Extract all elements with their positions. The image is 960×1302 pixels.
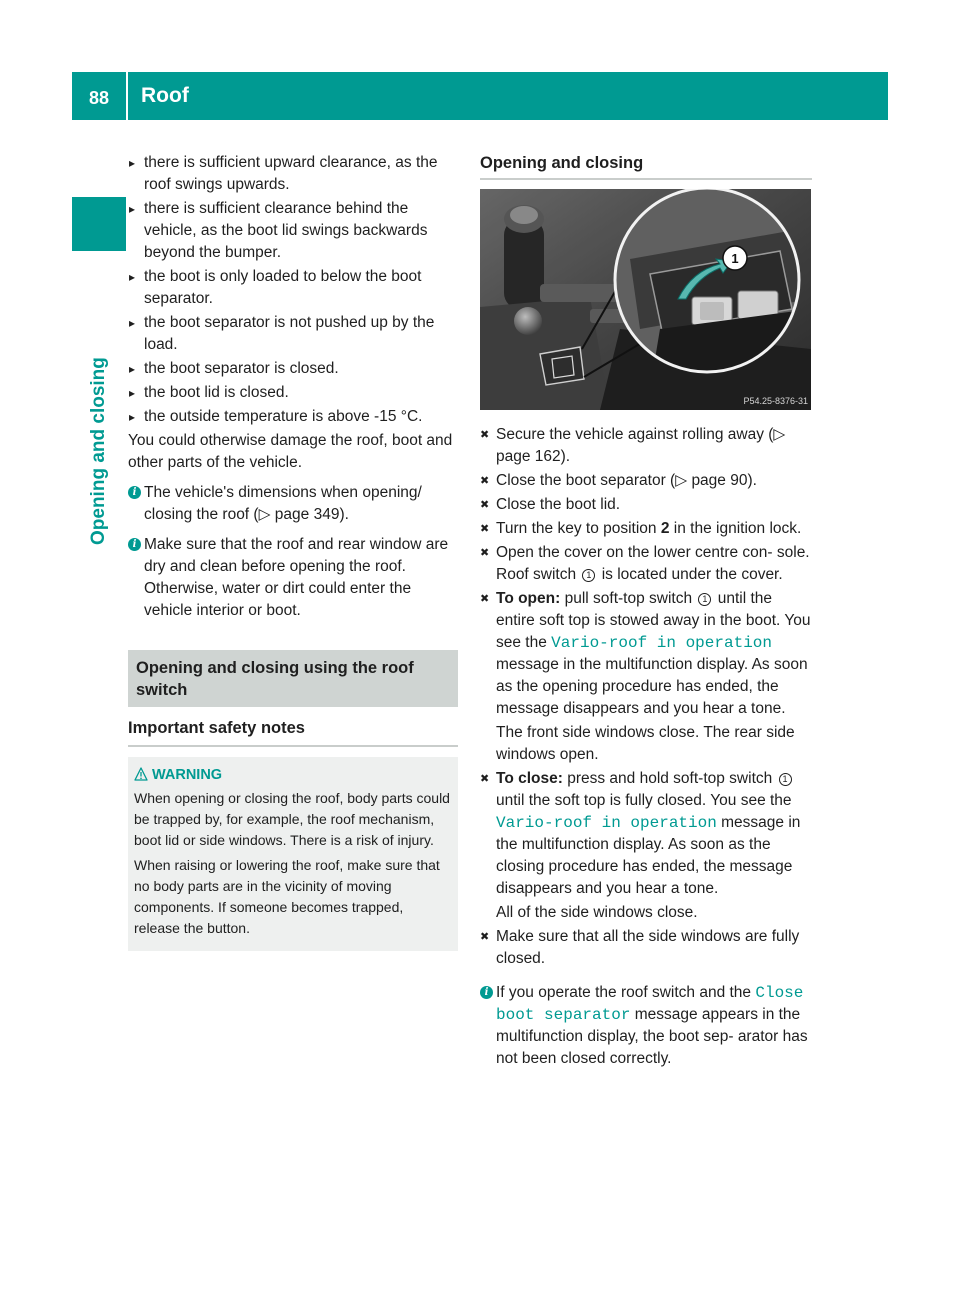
- callout-number: 1: [731, 251, 739, 266]
- info-note: [128, 482, 458, 526]
- warning-text: When opening or closing the roof, body parts could be trapped by, for example, the roof mechanism, boot lid or side windows. There is a risk of injury.: [134, 790, 450, 848]
- warning-text: When raising or lowering the roof, make sure that no body parts are in the vicinity of moving components. If someone becomes trapped, release the button.: [134, 857, 440, 936]
- callout-1-icon: 1: [698, 593, 711, 606]
- display-message: Vario-roof in operation: [496, 814, 717, 832]
- list-item: ✖ Close the boot separator (▷ page 90).: [480, 470, 812, 492]
- list-item: ▸ there is sufficient clearance behind the vehicle, as the boot lid swings backwards beyond the bumper.: [128, 198, 458, 264]
- info-note: [128, 534, 458, 622]
- page-title: Roof: [141, 84, 189, 107]
- list-item: ✖ To open: pull soft-top switch 1 until the entire soft top is stowed away in the boot. You see the Vario-roof in operation message in the multifunction display. As soon as the opening procedure has ended, the message disappears and you hear a tone. The front side windows close. The rear side windows open.: [480, 588, 812, 766]
- subheading: Important safety notes: [128, 717, 458, 747]
- display-message: Close boot separator: [496, 984, 804, 1024]
- left-column: [128, 152, 458, 951]
- roof-switch-figure: [480, 189, 811, 410]
- callout-1-icon: 1: [582, 569, 595, 582]
- list-item: ✖ Close the boot lid.: [480, 494, 812, 516]
- body-paragraph: You could otherwise damage the roof, boot and other parts of the vehicle.: [128, 432, 453, 471]
- header-divider: [126, 72, 128, 120]
- page-number: 88: [88, 88, 110, 108]
- info-icon: i: [128, 538, 141, 551]
- warning-box: [128, 757, 458, 951]
- right-column: [480, 152, 812, 1078]
- figure-code: P54.25-8376-31: [743, 396, 808, 406]
- list-item: ▸ the outside temperature is above -15 °C.: [128, 406, 458, 428]
- callout-1-icon: 1: [779, 773, 792, 786]
- info-icon: i: [480, 986, 493, 999]
- info-icon: i: [128, 486, 141, 499]
- list-item: ▸ the boot is only loaded to below the boot separator.: [128, 266, 458, 310]
- section-heading: Opening and closing: [480, 152, 812, 180]
- side-tab-label: Opening and closing: [88, 357, 109, 545]
- list-item: ✖ Open the cover on the lower centre con- sole. Roof switch 1 is located under the cover.: [480, 542, 812, 586]
- list-item: ✖ Secure the vehicle against rolling away (▷ page 162).: [480, 424, 812, 468]
- console-illustration: [480, 189, 811, 410]
- section-title: Opening and closing using the roof switch: [128, 650, 458, 707]
- warning-triangle-icon: [134, 767, 148, 781]
- list-item: ✖ Turn the key to position 2 in the ignition lock.: [480, 518, 812, 540]
- side-tab-block: [72, 197, 126, 251]
- info-note: i If you operate the roof switch and the Close boot separator message appears in the multifunction display, the boot sep- arator has not been closed correctly.: [480, 982, 812, 1070]
- step-list: [480, 424, 812, 970]
- side-tab: [83, 357, 115, 546]
- warning-title: [134, 765, 452, 786]
- list-item: ▸ the boot separator is closed.: [128, 358, 458, 380]
- info-note-text: The vehicle's dimensions when opening/ closing the roof (▷ page 349).: [144, 484, 422, 523]
- header-band: [72, 72, 888, 120]
- warning-label: WARNING: [152, 767, 223, 783]
- list-item: ✖ To close: press and hold soft-top switch 1 until the soft top is fully closed. You see the Vario-roof in operation message in the multifunction display. As soon as the closing procedure has ended, the message disappears and you hear a tone. All of the side windows close.: [480, 768, 812, 924]
- list-item: ▸ the boot separator is not pushed up by the load.: [128, 312, 458, 356]
- list-item: ▸ there is sufficient upward clearance, as the roof swings upwards.: [128, 152, 458, 196]
- display-message: Vario-roof in operation: [551, 634, 772, 652]
- list-item: ✖ Make sure that all the side windows are fully closed.: [480, 926, 812, 970]
- list-item: ▸ the boot lid is closed.: [128, 382, 458, 404]
- info-note-text: Make sure that the roof and rear window are dry and clean before opening the roof. Otherwise, water or dirt could enter the vehicle interior or boot.: [144, 536, 449, 619]
